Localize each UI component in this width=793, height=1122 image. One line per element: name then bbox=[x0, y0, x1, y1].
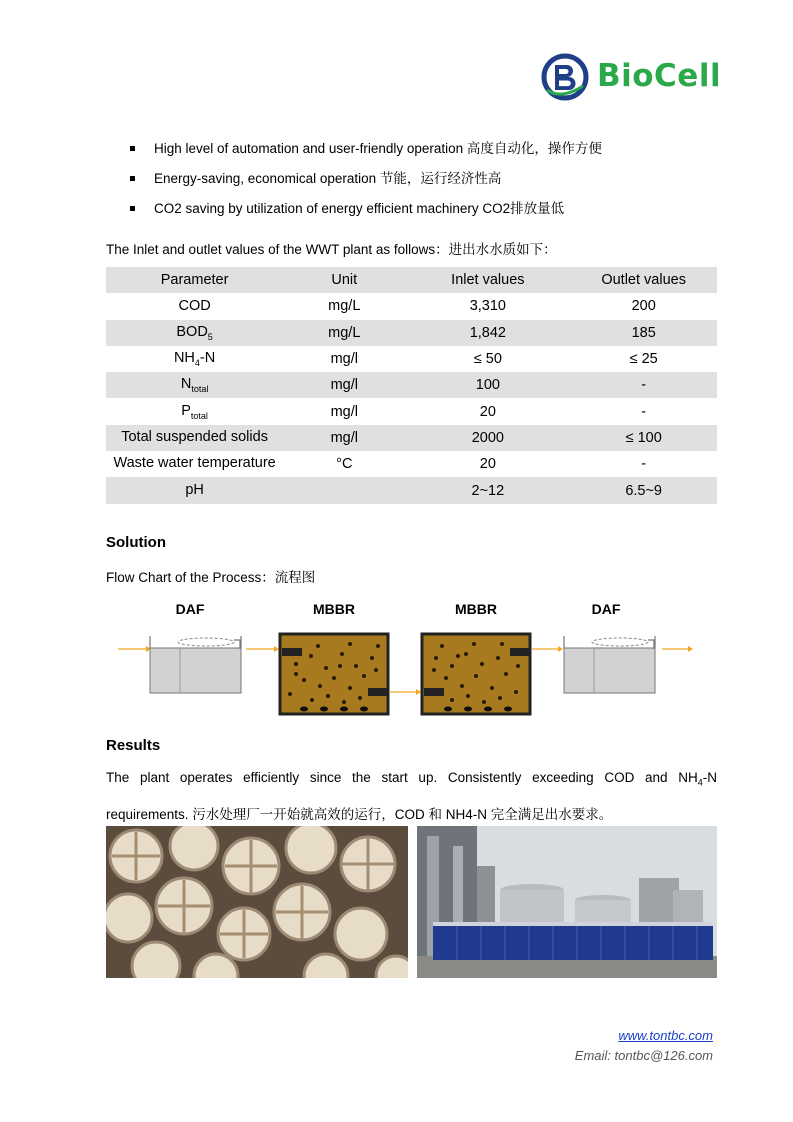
cell-inlet: ≤ 50 bbox=[473, 351, 502, 368]
cell-inlet: 2~12 bbox=[405, 477, 570, 503]
cell-inlet: 3,310 bbox=[469, 298, 506, 315]
stage-label-daf-2: DAF bbox=[591, 601, 621, 617]
process-flow-diagram bbox=[106, 596, 717, 726]
bio-carrier-photo bbox=[106, 826, 408, 978]
stage-label-mbbr-2: MBBR bbox=[455, 601, 497, 617]
header-parameter: Parameter bbox=[106, 267, 283, 293]
biocell-logo bbox=[541, 52, 726, 102]
cell-unit: mg/l bbox=[330, 351, 358, 368]
daf-tank-1 bbox=[150, 636, 241, 693]
table-row bbox=[106, 398, 717, 424]
bio-carrier-media-image bbox=[106, 826, 408, 978]
cell-unit: mg/L bbox=[283, 320, 405, 346]
cell-parameter: Waste water temperature bbox=[113, 455, 276, 472]
biocell-b-icon bbox=[541, 52, 591, 102]
cell-inlet: 100 bbox=[405, 372, 570, 398]
cell-parameter: $P_{total}$ bbox=[181, 402, 208, 421]
website-link[interactable]: www.tontbc.com bbox=[618, 1028, 713, 1043]
cell-outlet: - bbox=[641, 456, 647, 473]
table-row bbox=[106, 451, 717, 477]
table-row bbox=[106, 293, 717, 319]
cell-outlet: 185 bbox=[570, 320, 717, 346]
stage-label-mbbr-1: MBBR bbox=[313, 601, 355, 617]
cell-inlet: 1,842 bbox=[405, 320, 570, 346]
cell-unit bbox=[283, 477, 405, 503]
results-paragraph: The plant operates efficiently since the start up. Consistently exceeding COD and $NH_4-N$ requirements. 污水处理厂一开始就高效的运行，COD 和 NH4-N 完全满足出水要求。 bbox=[106, 770, 717, 822]
mbbr-tank-2 bbox=[422, 634, 530, 714]
results-heading: Results bbox=[106, 737, 161, 754]
cell-unit: mg/l bbox=[330, 403, 358, 420]
plant-photo bbox=[417, 826, 717, 978]
header-outlet: Outlet values bbox=[570, 267, 717, 293]
table-row bbox=[106, 477, 717, 503]
table-intro: The Inlet and outlet values of the WWT plant as follows：进出水水质如下： bbox=[106, 242, 557, 257]
feature-list bbox=[130, 140, 730, 230]
stage-label-daf-1: DAF bbox=[175, 601, 205, 617]
cell-parameter: $BOD_5$ bbox=[106, 320, 283, 346]
cell-unit: °C bbox=[336, 456, 353, 473]
solution-heading: Solution bbox=[106, 534, 166, 551]
cell-outlet: - bbox=[570, 372, 717, 398]
treatment-plant-image bbox=[417, 826, 717, 978]
feature-item: Energy-saving, economical operation 节能，运行经济性高 bbox=[130, 170, 730, 200]
cell-outlet: ≤ 25 bbox=[629, 351, 658, 368]
cell-inlet: 20 bbox=[479, 456, 496, 473]
cell-unit: mg/L bbox=[328, 298, 361, 315]
cell-inlet: 20 bbox=[479, 403, 496, 420]
flow-chart-caption: Flow Chart of the Process：流程图 bbox=[106, 570, 316, 585]
header-inlet: Inlet values bbox=[405, 267, 570, 293]
cell-parameter: COD bbox=[178, 297, 211, 314]
table-row bbox=[106, 346, 717, 372]
cell-unit: mg/l bbox=[283, 372, 405, 398]
cell-parameter: $N_{total}$ bbox=[106, 372, 283, 398]
cell-outlet: 6.5~9 bbox=[570, 477, 717, 503]
mbbr-tank-1 bbox=[280, 634, 388, 714]
table-header-row bbox=[106, 267, 717, 293]
cell-outlet: ≤ 100 bbox=[570, 425, 717, 451]
daf-tank-2 bbox=[564, 636, 655, 693]
cell-outlet: - bbox=[641, 403, 647, 420]
table-row bbox=[106, 372, 717, 398]
cell-parameter: $NH_4-N$ bbox=[173, 350, 216, 368]
header-unit: Unit bbox=[283, 267, 405, 293]
cell-outlet: 200 bbox=[631, 298, 656, 315]
table-row bbox=[106, 320, 717, 346]
feature-item: High level of automation and user-friendly operation 高度自动化，操作方便 bbox=[130, 140, 730, 170]
cell-parameter: pH bbox=[106, 477, 283, 503]
cell-inlet: 2000 bbox=[405, 425, 570, 451]
feature-item: CO2 saving by utilization of energy efficient machinery CO2排放量低 bbox=[130, 200, 730, 230]
water-quality-table bbox=[106, 267, 717, 504]
table-row bbox=[106, 425, 717, 451]
cell-unit: mg/l bbox=[283, 425, 405, 451]
logo-text: BioCell bbox=[597, 58, 722, 94]
contact-email: Email: tontbc@126.com bbox=[574, 1048, 713, 1063]
cell-parameter: Total suspended solids bbox=[106, 425, 283, 451]
